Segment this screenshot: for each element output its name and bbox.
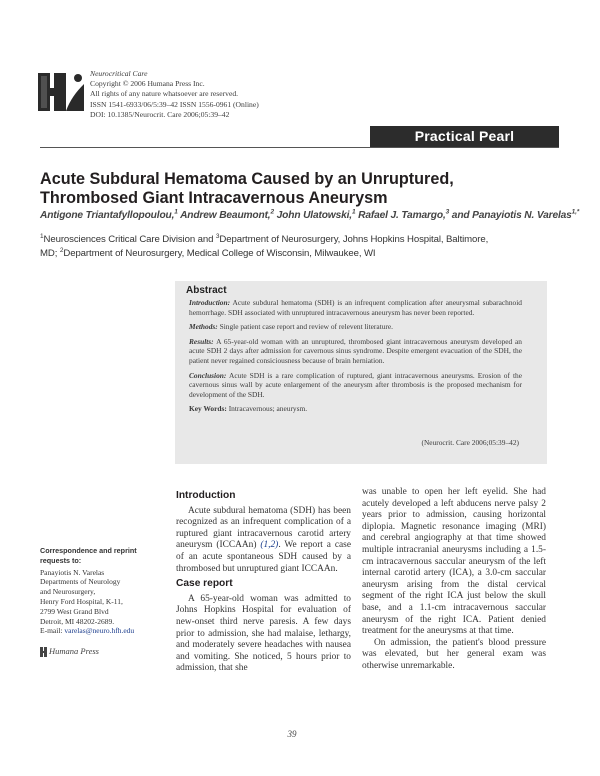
correspondence-line: and Neurosurgery, (40, 587, 96, 597)
body-column-right (362, 487, 546, 673)
affil-text: Neurosciences Critical Care Division and (43, 234, 216, 245)
title-line-1: Acute Subdural Hematoma Caused by an Unruptured, (40, 170, 454, 188)
correspondence-heading-line: requests to: (40, 555, 82, 565)
abstract-label: Conclusion: (189, 370, 227, 380)
abstract-body (189, 298, 522, 419)
affil-sup: 1 (40, 232, 44, 240)
author-sup: 2 (270, 208, 274, 216)
email-link[interactable]: varelas@neuro.hfh.edu (64, 626, 135, 636)
abstract-methods (189, 322, 522, 332)
publisher-logo-text: Humana Press (49, 646, 99, 656)
author-sup: 1 (174, 208, 178, 216)
author-name: and Panayiotis N. Varelas (451, 210, 572, 221)
publisher-logo (40, 646, 160, 658)
header-rule (40, 147, 559, 148)
introduction-paragraph (176, 506, 351, 576)
author-sup: 1,* (571, 208, 580, 216)
abstract-paragraph: A 65-year-old woman with an unruptured, thrombosed giant intracavernous aneurysm developed an acute SDH 2 days after admission for cavernous sinus syndrome. Despite emergent evacuation of the SDH, the patient never regained consiciousness because of brain herniation. (189, 336, 522, 365)
correspondence-line: Panayiotis N. Varelas (40, 567, 105, 577)
title-line-2: Thrombosed Giant Intracavernous Aneurysm (40, 189, 388, 207)
abstract-paragraph: Acute subdural hematoma (SDH) is an infrequent complication after aneurysmal subarachnoid hemorrhage. SDH associated with unruptured intracavernous aneurysm has never been reported. (189, 298, 522, 317)
author-name: John Ulatowski, (276, 210, 352, 221)
body-paragraph: was unable to open her left eyelid. She had acutely developed a left abducens nerve palsy 2 years prior to admission, causing horizontal diplopia. Magnetic resonance imaging (MRI) and cerebral angiography at that time showed multiple intracranial aneurysms including a 1.5-cm intracavernous saccular aneurysm of the left internal carotid artery (ICA), a 3.0-cm saccular aneurysm arising from the distal cervical segment of the right ICA just below the skull base, and a 1.1-cm intracavernous saccular aneurysm of the right ICA. Patient denied treatment for the aneurysms at that time. (362, 487, 546, 637)
introduction-heading: Introduction (176, 490, 236, 501)
body-paragraph: On admission, the patient's blood pressure was elevated, but her general exam was otherwise unremarkable. (362, 637, 546, 671)
correspondence-email-line (40, 626, 165, 636)
journal-info (90, 69, 390, 120)
publisher-logo-icon (40, 647, 48, 657)
correspondence-line: 2799 West Grand Blvd (40, 606, 109, 616)
affiliations (40, 233, 565, 261)
section-banner: Practical Pearl (370, 126, 559, 147)
author-sup: 3 (445, 208, 450, 216)
case-report-heading: Case report (176, 578, 233, 590)
abstract-paragraph: Single patient case report and review of relevent literature. (217, 322, 393, 332)
abstract-label: Methods: (189, 322, 218, 332)
affil-sup: 2 (59, 246, 64, 254)
reference-link[interactable]: (1,2) (260, 540, 279, 551)
journal-logo (36, 70, 86, 114)
journal-logo-icon (36, 70, 86, 114)
abstract-paragraph: Intracavernous; aneurysm. (226, 404, 308, 414)
body-column-left (176, 490, 351, 675)
correspondence-line: Departments of Neurology (40, 577, 121, 587)
email-label: E-mail: (40, 626, 65, 636)
copyright-line: Copyright © 2006 Humana Press Inc. (90, 79, 205, 89)
rights-line: All rights of any nature whatsoever are reserved. (90, 89, 239, 99)
abstract-results (189, 337, 522, 366)
abstract-paragraph: Acute SDH is a rare complication of ruptured, giant intracavernous aneurysms. Erosion of the cavernous sinus wall by acute enlargement of the aneurysm after thrombosis is the proposed mechanism for development of the SDH. (189, 370, 522, 399)
abstract-conclusion (189, 371, 522, 400)
abstract-label: Key Words: (189, 404, 227, 414)
issn-line: ISSN 1541-6933/06/5:39–42 ISSN 1556-0961 (Online) (90, 99, 259, 109)
abstract-introduction (189, 298, 522, 317)
affil-text: Department of Neurosurgery, Johns Hopkins Hospital, Baltimore, (219, 234, 489, 245)
doi-line: DOI: 10.1385/Neurocrit. Care 2006;05:39–42 (90, 109, 230, 119)
correspondence-line: Henry Ford Hospital, K-11, (40, 596, 123, 606)
abstract-label: Introduction: (189, 298, 231, 307)
body-text: Acute subdural hematoma (SDH) has been recognized as an infrequent complication of a ruptured giant intracavernous carotid artery aneurysm (ICCAAn) (176, 505, 351, 551)
affil-text: Department of Neurosurgery, Medical College of Wisconsin, Milwaukee, WI (63, 248, 376, 259)
correspondence-line: Detroit, MI 48202-2689. (40, 616, 115, 626)
abstract-label: Results: (189, 336, 214, 346)
author-name: Rafael J. Tamargo, (358, 210, 446, 221)
author-list (40, 208, 580, 221)
article-title (40, 170, 560, 208)
correspondence-heading-line: Correspondence and reprint (40, 546, 137, 555)
page-number: 39 (287, 729, 297, 739)
author-name: Andrew Beaumont, (180, 210, 271, 221)
case-report-paragraph: A 65-year-old woman was admitted to Johns Hopkins Hospital for evaluation of new-onset third nerve paresis. A few days prior to admission, she had malaise, lethargy, and moderately severe headaches with nausea and vomiting. She noticed, 5 hours prior to admission, that she (176, 593, 351, 674)
abstract-heading: Abstract (186, 285, 227, 296)
affil-text: MD; (40, 248, 60, 259)
correspondence (40, 546, 165, 636)
body-text: . We report a case of an acute spontaneous SDH caused by a thrombosed but unruptured giant ICCAAn. (176, 540, 351, 574)
abstract-keywords (189, 404, 522, 414)
affil-sup: 3 (215, 232, 220, 240)
abstract-citation: (Neurocrit. Care 2006;05:39–42) (421, 438, 519, 447)
author-sup: 1 (351, 208, 356, 216)
journal-name: Neurocritical Care (90, 69, 148, 78)
author-name: Antigone Triantafyllopoulou, (40, 210, 175, 221)
correspondence-heading (40, 546, 165, 566)
